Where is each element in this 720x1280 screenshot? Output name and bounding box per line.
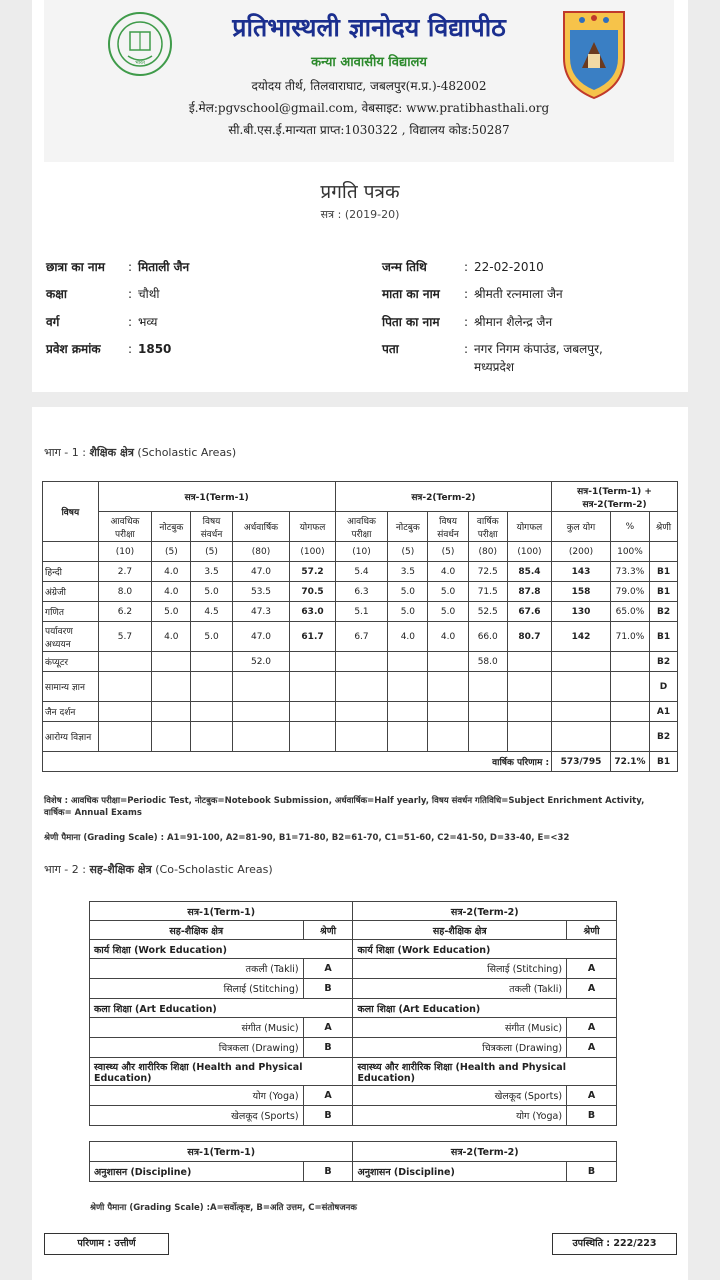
max-marks-cell: (80): [468, 542, 507, 562]
combined-col-header: श्रेणी: [650, 512, 678, 542]
student-name: मिताली जैन: [138, 260, 190, 274]
mother-row: [382, 285, 563, 302]
mark-cell: [610, 652, 649, 672]
subject-name: अंग्रेजी: [43, 582, 99, 602]
subject-grade: B1: [650, 582, 678, 602]
scholastic-heading: [44, 445, 236, 460]
term2-col-header: नोटबुक: [388, 512, 428, 542]
mark-cell: 4.0: [388, 622, 428, 652]
student-class-row: [46, 285, 160, 302]
attendance-box: उपस्थिति : 222/223: [552, 1233, 677, 1255]
mark-cell: 5.0: [428, 582, 468, 602]
discipline-label: अनुशासन (Discipline): [353, 1162, 567, 1182]
colon: :: [128, 260, 133, 274]
cos-activity: संगीत (Music): [353, 1018, 567, 1038]
cos-activity: चित्रकला (Drawing): [353, 1038, 567, 1058]
max-marks-cell: (80): [232, 542, 290, 562]
mark-cell: 5.0: [388, 602, 428, 622]
mark-cell: 6.7: [335, 622, 388, 652]
cos-grade-header: श्रेणी: [303, 921, 353, 940]
student-name-label: छात्रा का नाम: [46, 260, 105, 274]
cos-activity: संगीत (Music): [90, 1018, 304, 1038]
mark-cell: 143: [552, 562, 611, 582]
subject-row: [43, 722, 678, 752]
mark-cell: [232, 702, 290, 722]
cos-activity: सिलाई (Stitching): [90, 979, 304, 999]
max-marks-cell: (200): [552, 542, 611, 562]
subject-row: [43, 562, 678, 582]
term2-col-header: आवधिक परीक्षा: [335, 512, 388, 542]
school-name: प्रतिभास्थली ज्ञानोदय विद्यापीठ: [232, 13, 506, 42]
scholastic-heading-prefix: भाग - 1 :: [44, 446, 86, 459]
cos-activity-row: [90, 1038, 617, 1058]
mark-cell: 6.3: [335, 582, 388, 602]
mark-cell: 3.5: [388, 562, 428, 582]
max-marks-cell: (10): [98, 542, 152, 562]
term1-col-header: अर्धवार्षिक: [232, 512, 290, 542]
mark-cell: 4.5: [191, 602, 232, 622]
mark-cell: [428, 722, 468, 752]
mark-cell: 130: [552, 602, 611, 622]
subject-name: गणित: [43, 602, 99, 622]
cos-activity-row: [90, 1086, 617, 1106]
cos-activity: खेलकूद (Sports): [353, 1086, 567, 1106]
legend-note: विशेष : आवधिक परीक्षा=Periodic Test, नोटबुक=Notebook Submission, अर्धवार्षिक=Half yearly, विषय संवर्धन गतिविधि=Subject Enrichment Activity, वार्षिक= Annual Exams: [44, 796, 645, 818]
cos-activity-row: [90, 979, 617, 999]
mark-cell: [232, 722, 290, 752]
mark-cell: [610, 702, 649, 722]
mark-cell: [468, 722, 507, 752]
admission-label: प्रवेश क्रमांक: [46, 342, 101, 356]
mark-cell: 142: [552, 622, 611, 652]
school-contact: ई.मेल:pgvschool@gmail.com, वेबसाइट: www.pratibhasthali.org: [188, 101, 550, 115]
cos-group-title: कला शिक्षा (Art Education): [353, 999, 617, 1018]
mark-cell: 79.0%: [610, 582, 649, 602]
cos-group-title: कार्य शिक्षा (Work Education): [353, 940, 617, 959]
mark-cell: [191, 672, 232, 702]
mark-cell: [335, 652, 388, 672]
mark-cell: [98, 652, 152, 672]
student-admission-row: [46, 340, 171, 357]
cbse-logo: [106, 8, 174, 84]
report-session: सत्र : (2019-20): [320, 208, 400, 221]
school-header: [44, 0, 674, 162]
mark-cell: 53.5: [232, 582, 290, 602]
cos-group-title: स्वास्थ्य और शारीरिक शिक्षा (Health and Physical Education): [90, 1058, 353, 1086]
mark-cell: [552, 652, 611, 672]
mark-cell: [191, 652, 232, 672]
cos-grade: B: [303, 1038, 353, 1058]
mark-cell: 4.0: [152, 622, 191, 652]
cos-grade: A: [567, 1018, 617, 1038]
max-marks-blank: [43, 542, 99, 562]
coscholastic-heading-prefix: भाग - 2 :: [44, 863, 86, 876]
mark-cell: 72.5: [468, 562, 507, 582]
subject-row: [43, 672, 678, 702]
cos-activity-row: [90, 1106, 617, 1126]
mark-cell: [152, 722, 191, 752]
max-marks-cell: (5): [388, 542, 428, 562]
mark-cell: [388, 652, 428, 672]
subject-row: [43, 652, 678, 672]
mark-cell: [335, 672, 388, 702]
cos-group-row: [90, 940, 617, 959]
mark-cell: 5.0: [152, 602, 191, 622]
mark-cell: [98, 722, 152, 752]
student-section-row: [46, 313, 158, 330]
mark-cell: [388, 672, 428, 702]
cos-activity: सिलाई (Stitching): [353, 959, 567, 979]
mark-cell: [552, 702, 611, 722]
cos-grade: A: [303, 1018, 353, 1038]
final-result-box: परिणाम : उत्तीर्ण: [44, 1233, 169, 1255]
marks-card: [32, 407, 688, 1280]
mark-cell: [98, 672, 152, 702]
colon: :: [128, 315, 133, 329]
student-section: भव्य: [138, 315, 158, 329]
mother-name: श्रीमती रत्नमाला जैन: [474, 287, 563, 301]
mark-cell: [388, 702, 428, 722]
dob-value: 22-02-2010: [474, 260, 544, 274]
cbse-logo-sub: भारत: [135, 60, 145, 66]
subject-row: [43, 582, 678, 602]
subject-name: आरोग्य विज्ञान: [43, 722, 99, 752]
cos-area-header: सह-शैक्षिक क्षेत्र: [90, 921, 304, 940]
mark-cell: 5.0: [191, 622, 232, 652]
class-label: कक्षा: [46, 287, 67, 301]
mark-cell: 65.0%: [610, 602, 649, 622]
mark-cell: [468, 702, 507, 722]
max-marks-cell: [650, 542, 678, 562]
cos-activity: योग (Yoga): [90, 1086, 304, 1106]
mark-cell: 6.2: [98, 602, 152, 622]
subject-row: [43, 622, 678, 652]
mark-cell: 80.7: [507, 622, 551, 652]
mark-cell: 67.6: [507, 602, 551, 622]
colon: :: [464, 260, 469, 274]
mark-cell: [610, 722, 649, 752]
cos-term1-header: सत्र-1(Term-1): [90, 902, 353, 921]
mark-cell: 4.0: [152, 582, 191, 602]
term2-header: सत्र-2(Term-2): [335, 482, 551, 512]
mark-cell: 73.3%: [610, 562, 649, 582]
mark-cell: [552, 722, 611, 752]
mark-cell: 52.0: [232, 652, 290, 672]
cos-group-row: [90, 1058, 617, 1086]
subject-header: विषय: [43, 482, 99, 542]
combined-header-line1: सत्र-1(Term-1) +: [577, 486, 652, 497]
cos-grade: B: [303, 1106, 353, 1126]
cos-activity: तकली (Takli): [90, 959, 304, 979]
term1-col-header: आवधिक परीक्षा: [98, 512, 152, 542]
subject-name: जैन दर्शन: [43, 702, 99, 722]
mark-cell: [468, 672, 507, 702]
mark-cell: [507, 702, 551, 722]
mark-cell: 57.2: [290, 562, 335, 582]
coscholastic-table: [89, 901, 617, 1126]
cos-grade: A: [303, 1086, 353, 1106]
dob-label: जन्म तिथि: [382, 260, 427, 274]
mark-cell: 85.4: [507, 562, 551, 582]
result-label: वार्षिक परिणाम :: [43, 752, 552, 772]
subject-name: हिन्दी: [43, 562, 99, 582]
mark-cell: 71.5: [468, 582, 507, 602]
subject-grade: A1: [650, 702, 678, 722]
cos-grade: A: [567, 979, 617, 999]
mark-cell: 87.8: [507, 582, 551, 602]
max-marks-cell: (5): [428, 542, 468, 562]
father-name: श्रीमान शैलेन्द्र जैन: [474, 315, 553, 329]
term1-header: सत्र-1(Term-1): [98, 482, 335, 512]
address-line2-row: [474, 358, 514, 375]
student-name-row: [46, 258, 189, 275]
disc-term1-header: सत्र-1(Term-1): [90, 1142, 353, 1162]
mark-cell: 63.0: [290, 602, 335, 622]
scholastic-heading-bold: शैक्षिक क्षेत्र: [89, 446, 134, 459]
mark-cell: [290, 652, 335, 672]
mark-cell: [98, 702, 152, 722]
cos-area-header: सह-शैक्षिक क्षेत्र: [353, 921, 567, 940]
mark-cell: [428, 672, 468, 702]
mark-cell: 61.7: [290, 622, 335, 652]
subject-row: [43, 702, 678, 722]
mark-cell: [152, 702, 191, 722]
colon: :: [464, 315, 469, 329]
scholastic-heading-suffix: (Scholastic Areas): [137, 446, 237, 459]
mark-cell: 71.0%: [610, 622, 649, 652]
subject-name: सामान्य ज्ञान: [43, 672, 99, 702]
mark-cell: 4.0: [152, 562, 191, 582]
mark-cell: 58.0: [468, 652, 507, 672]
report-header-card: [32, 0, 688, 392]
cos-grade: A: [567, 1038, 617, 1058]
max-marks-cell: 100%: [610, 542, 649, 562]
school-subtitle: कन्या आवासीय विद्यालय: [311, 55, 427, 70]
cos-group-title: स्वास्थ्य और शारीरिक शिक्षा (Health and Physical Education): [353, 1058, 617, 1086]
cos-grade: A: [303, 959, 353, 979]
colon: :: [464, 342, 469, 356]
cos-grade: B: [567, 1106, 617, 1126]
dob-row: [382, 258, 544, 275]
mark-cell: 4.0: [428, 622, 468, 652]
mark-cell: 5.4: [335, 562, 388, 582]
cos-activity: चित्रकला (Drawing): [90, 1038, 304, 1058]
max-marks-cell: (5): [191, 542, 232, 562]
max-marks-row: [43, 542, 678, 562]
max-marks-cell: (5): [152, 542, 191, 562]
mark-cell: 66.0: [468, 622, 507, 652]
mark-cell: 5.0: [191, 582, 232, 602]
combined-col-header: कुल योग: [552, 512, 611, 542]
student-class: चौथी: [138, 287, 160, 301]
grading-scale-note: श्रेणी पैमाना (Grading Scale) : A1=91-100, A2=81-90, B1=71-80, B2=61-70, C1=51-60, C2=41-50, D=33-40, E=<32: [44, 833, 570, 843]
cos-group-row: [90, 999, 617, 1018]
coscholastic-heading-bold: सह-शैक्षिक क्षेत्र: [89, 863, 152, 876]
max-marks-cell: (100): [507, 542, 551, 562]
mark-cell: [507, 652, 551, 672]
mark-cell: [388, 722, 428, 752]
scholastic-body: [43, 562, 678, 752]
mark-cell: [191, 702, 232, 722]
address-line1: नगर निगम कंपाउंड, जबलपुर,: [474, 342, 603, 356]
mark-cell: [428, 702, 468, 722]
school-affiliation: सी.बी.एस.ई.मान्यता प्राप्त:1030322 , विद्यालय कोड:50287: [228, 123, 510, 137]
subject-row: [43, 602, 678, 622]
mark-cell: [428, 652, 468, 672]
mark-cell: 5.1: [335, 602, 388, 622]
cos-activity: खेलकूद (Sports): [90, 1106, 304, 1126]
father-row: [382, 313, 552, 330]
school-address: दयोदय तीर्थ, तिलवाराघाट, जबलपुर(म.प्र.)-482002: [251, 79, 487, 93]
colon: :: [128, 287, 133, 301]
cos-group-title: कला शिक्षा (Art Education): [90, 999, 353, 1018]
mark-cell: [290, 672, 335, 702]
term2-col-header: योगफल: [507, 512, 551, 542]
subject-grade: B2: [650, 652, 678, 672]
coscholastic-body: [90, 940, 617, 1126]
cos-activity: तकली (Takli): [353, 979, 567, 999]
coscholastic-heading: [44, 862, 273, 877]
scholastic-table: [42, 481, 678, 772]
mark-cell: [335, 702, 388, 722]
cos-activity-row: [90, 1018, 617, 1038]
column-header-row: [43, 512, 678, 542]
address-row: [382, 340, 603, 357]
discipline-label: अनुशासन (Discipline): [90, 1162, 304, 1182]
subject-name: कंप्यूटर: [43, 652, 99, 672]
mark-cell: [152, 652, 191, 672]
result-percent: 72.1%: [610, 752, 649, 772]
cos-grade: B: [303, 979, 353, 999]
mark-cell: 5.0: [428, 602, 468, 622]
address-label: पता: [382, 342, 399, 356]
annual-result-row: [43, 752, 678, 772]
mark-cell: [152, 672, 191, 702]
mark-cell: 70.5: [290, 582, 335, 602]
mark-cell: [191, 722, 232, 752]
mark-cell: 2.7: [98, 562, 152, 582]
cos-group-title: कार्य शिक्षा (Work Education): [90, 940, 353, 959]
mark-cell: 5.0: [388, 582, 428, 602]
mark-cell: 47.0: [232, 622, 290, 652]
mark-cell: 52.5: [468, 602, 507, 622]
subject-name: पर्यावरण अध्ययन: [43, 622, 99, 652]
subject-grade: B1: [650, 562, 678, 582]
combined-col-header: %: [610, 512, 649, 542]
admission-number: 1850: [138, 342, 172, 356]
mark-cell: [290, 722, 335, 752]
mark-cell: 47.0: [232, 562, 290, 582]
mother-label: माता का नाम: [382, 287, 440, 301]
mark-cell: [290, 702, 335, 722]
cos-grade-header: श्रेणी: [567, 921, 617, 940]
mark-cell: [552, 672, 611, 702]
max-marks-cell: (100): [290, 542, 335, 562]
report-title: प्रगति पत्रक: [320, 181, 400, 203]
cos-grade: A: [567, 1086, 617, 1106]
coscholastic-heading-suffix: (Co-Scholastic Areas): [155, 863, 273, 876]
term1-col-header: विषय संवर्धन: [191, 512, 232, 542]
term2-col-header: वार्षिक परीक्षा: [468, 512, 507, 542]
subject-grade: B1: [650, 622, 678, 652]
cos-activity-row: [90, 959, 617, 979]
mark-cell: [610, 672, 649, 702]
subject-grade: B2: [650, 602, 678, 622]
address-line2: मध्यप्रदेश: [474, 360, 515, 374]
term2-col-header: विषय संवर्धन: [428, 512, 468, 542]
mark-cell: 5.7: [98, 622, 152, 652]
colon: :: [464, 287, 469, 301]
mark-cell: 8.0: [98, 582, 152, 602]
term1-col-header: योगफल: [290, 512, 335, 542]
cos-activity: योग (Yoga): [353, 1106, 567, 1126]
subject-grade: B2: [650, 722, 678, 752]
combined-header: [552, 482, 678, 512]
mark-cell: 4.0: [428, 562, 468, 582]
result-total: 573/795: [552, 752, 611, 772]
mark-cell: [232, 672, 290, 702]
subject-grade: D: [650, 672, 678, 702]
cos-term2-header: सत्र-2(Term-2): [353, 902, 617, 921]
discipline-table: [89, 1141, 617, 1182]
result-grade: B1: [650, 752, 678, 772]
mark-cell: [507, 672, 551, 702]
mark-cell: 3.5: [191, 562, 232, 582]
cos-grading-note: श्रेणी पैमाना (Grading Scale) :A=सर्वोत्कृष्ट, B=अति उत्तम, C=संतोषजनक: [90, 1203, 357, 1213]
cos-grade: A: [567, 959, 617, 979]
mark-cell: [507, 722, 551, 752]
mark-cell: 158: [552, 582, 611, 602]
term1-col-header: नोटबुक: [152, 512, 191, 542]
colon: :: [128, 342, 133, 356]
discipline-grade-term2: B: [567, 1162, 617, 1182]
father-label: पिता का नाम: [382, 315, 440, 329]
discipline-grade-term1: B: [303, 1162, 353, 1182]
disc-term2-header: सत्र-2(Term-2): [353, 1142, 617, 1162]
section-label: वर्ग: [46, 315, 60, 329]
mark-cell: 47.3: [232, 602, 290, 622]
combined-header-line2: सत्र-2(Term-2): [582, 499, 647, 510]
mark-cell: [335, 722, 388, 752]
max-marks-cell: (10): [335, 542, 388, 562]
